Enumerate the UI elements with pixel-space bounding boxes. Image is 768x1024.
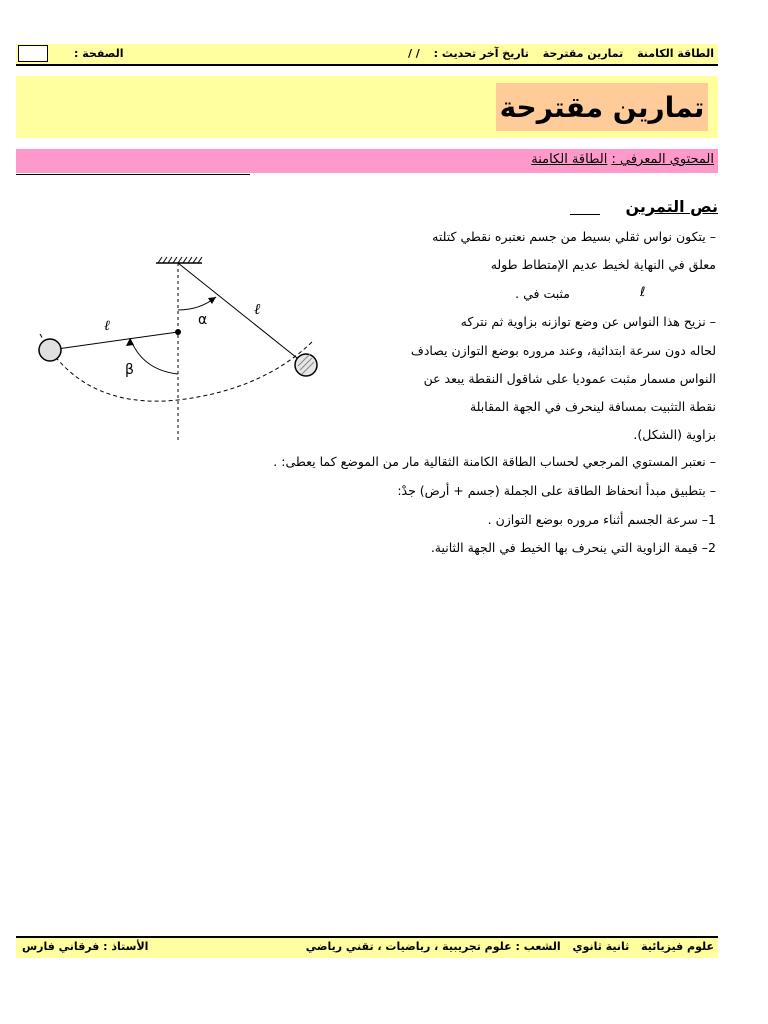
beta-arc [130, 338, 178, 374]
header-update-date: / / [407, 47, 420, 60]
exercise-line-3: مثبت في . [515, 286, 570, 301]
footer-bar [16, 936, 718, 958]
header-info [398, 47, 714, 60]
footer-subject: علوم فيزيائية [641, 940, 714, 953]
exercise-line-10: – بتطبيق مبدأ انحفاظ الطاقة على الجملة (جسم + أرض) جدْ: [397, 483, 716, 498]
page-title: تمارين مقترحة [496, 83, 708, 131]
content-band [16, 149, 718, 173]
heading-underline [570, 214, 600, 215]
header-section: تمارين مقترحة [542, 47, 624, 60]
exercise-line-11: 1– سرعة الجسم أثناء مروره بوضع التوازن . [487, 512, 716, 527]
exercise-line-6: النواس مسمار مثبت عموديا على شاقول النقطة يبعد عن [423, 371, 716, 386]
page-number-box [18, 45, 48, 62]
exercise-line-1: – يتكون نواس ثقلي بسيط من جسم نعتبره نقطي كتلته [432, 229, 716, 244]
exercise-line-7: نقطة التثبيت بمسافة لينحرف في الجهة المقابلة [469, 399, 716, 414]
footer-streams: الشعب : علوم تجريبية ، رياضيات ، تقني رياضي [305, 940, 561, 953]
page-label: الصفحة : [74, 47, 124, 60]
string-short [50, 332, 178, 350]
footer-level: ثانية ثانوي [572, 940, 630, 953]
length-short-label: ℓ [104, 318, 110, 334]
exercise-line-5: لحاله دون سرعة ابتدائية، وعند مروره بوضع التوازن يصادف [410, 343, 716, 358]
exercise-line-12: 2– قيمة الزاوية التي ينحرف بها الخيط في الجهة الثانية. [430, 540, 716, 555]
exercise-line-2: معلق في النهاية لخيط عديم الإمتطاط طوله [490, 257, 716, 272]
bob-left [39, 339, 61, 361]
header-update-label: تاريخ آخر تحديث : [433, 47, 529, 60]
inline-length-symbol: ℓ [640, 285, 646, 300]
exercise-line-9: – نعتبر المستوي المرجعي لحساب الطاقة الكامنة الثقالية مار من الموضع كما يعطى: . [273, 454, 716, 469]
exercise-line-4: – نزيح هذا النواس عن وضع توازنه بزاوية ثم نتركه [460, 314, 716, 329]
nail-point [175, 329, 181, 335]
exercise-line-8: بزاوية (الشكل). [633, 427, 716, 442]
alpha-arrow-icon [208, 297, 216, 304]
length-long-label: ℓ [254, 300, 261, 318]
footer-teacher: الأستاذ : فرقاني فارس [22, 940, 149, 953]
ceiling-support [156, 257, 202, 263]
alpha-label: α [198, 312, 208, 328]
content-label-row [531, 152, 714, 167]
beta-label: β [125, 362, 134, 378]
content-label: المحتوي المعرفي : [611, 152, 714, 167]
header-bar [16, 44, 718, 66]
motion-arc [40, 334, 312, 401]
title-band [16, 76, 718, 138]
string-long [178, 263, 302, 362]
content-value: الطاقة الكامنة [531, 152, 608, 167]
exercise-heading: نص التمرين [625, 197, 718, 216]
pendulum-diagram [22, 250, 332, 450]
header-topic: الطاقة الكامنة [637, 47, 714, 60]
divider [16, 174, 250, 175]
footer-info [298, 940, 714, 953]
